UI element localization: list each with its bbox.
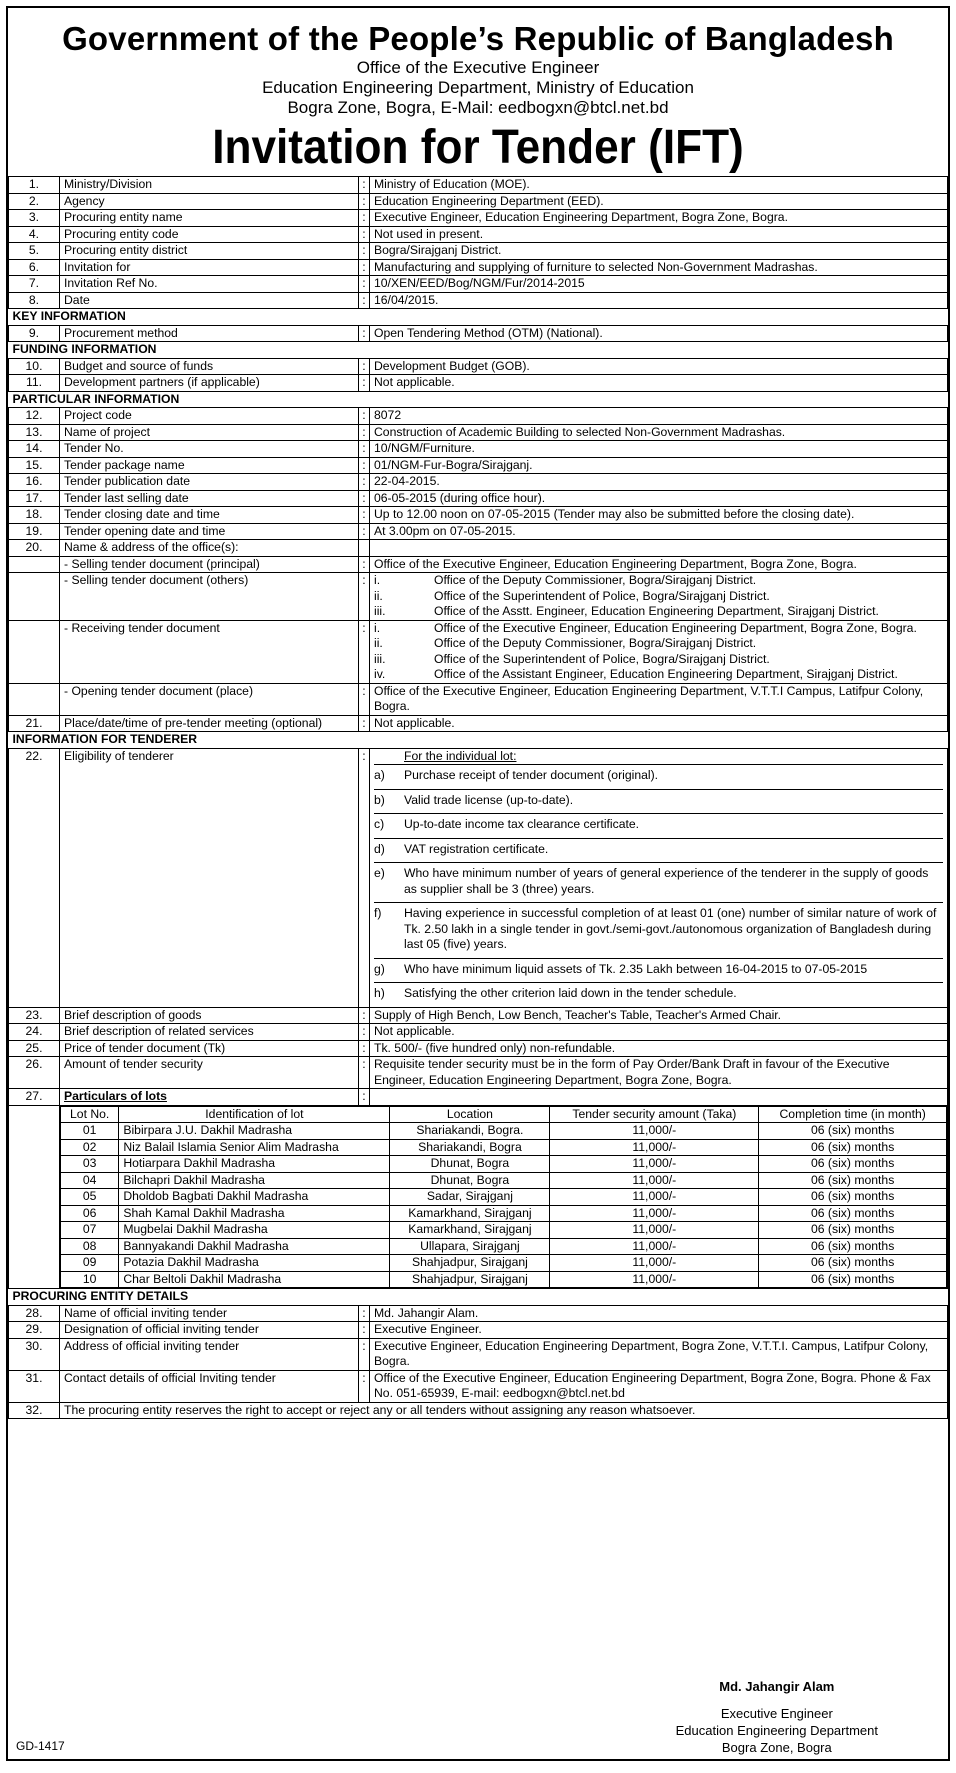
cell: Office of the Executive Engineer, Education Engineering Department, V.T.T.I Campus, Latifpur Colony, Bogra.	[370, 683, 948, 715]
colon: :	[359, 259, 370, 276]
cell: 7.	[9, 276, 60, 293]
colon: :	[359, 226, 370, 243]
lots-cell: 06 (six) months	[759, 1255, 947, 1272]
table-row	[9, 210, 948, 227]
lots-cell: 11,000/-	[550, 1189, 759, 1206]
table-row: 27. Particulars of lots :	[9, 1089, 948, 1106]
cell: Requisite tender security must be in the form of Pay Order/Bank Draft in favour of the Executive Engineer, Education Engineering Department, Bogra Zone, Bogra.	[370, 1057, 948, 1089]
list-key: e)	[374, 862, 404, 902]
cell: Not applicable.	[370, 715, 948, 732]
colon: :	[359, 1007, 370, 1024]
cell: Procuring entity code	[60, 226, 359, 243]
cell: 20.	[9, 540, 60, 557]
cell: 16.	[9, 474, 60, 491]
list-value: Office of the Superintendent of Police, Bogra/Sirajganj District.	[434, 588, 770, 603]
cell: Place/date/time of pre-tender meeting (optional)	[60, 715, 359, 732]
cell: Executive Engineer.	[370, 1322, 948, 1339]
table-row	[9, 177, 948, 194]
cell: 10/XEN/EED/Bog/NGM/Fur/2014-2015	[370, 276, 948, 293]
cell: 01/NGM-Fur-Bogra/Sirajganj.	[370, 457, 948, 474]
colon: :	[359, 193, 370, 210]
table-row: - Selling tender document (others) : i. Office of the Deputy Commissioner, Bogra/Sirajganj District. ii. Office of the Superintendent of Police, Bogra/Sirajganj District. iii. Office of the Asstt. Engineer, Education Engineering Department, Sirajganj District.	[9, 573, 948, 621]
lots-cell: 04	[61, 1172, 119, 1189]
section-heading: PROCURING ENTITY DETAILS	[9, 1289, 948, 1306]
section-heading-row	[9, 732, 948, 749]
signatory-name: Md. Jahangir Alam	[719, 1679, 835, 1694]
cell: Brief description of goods	[60, 1007, 359, 1024]
cell: Procurement method	[60, 325, 359, 342]
table-row	[9, 259, 948, 276]
lots-cell: 05	[61, 1189, 119, 1206]
sub-list-cell	[370, 620, 948, 683]
list-key: d)	[374, 838, 404, 863]
lots-header-row	[61, 1106, 947, 1123]
lots-row	[61, 1139, 947, 1156]
cell: 1.	[9, 177, 60, 194]
cell: Tender opening date and time	[60, 523, 359, 540]
colon: :	[359, 408, 370, 425]
cell: Not applicable.	[370, 1024, 948, 1041]
list-key: i.	[374, 620, 381, 635]
list-value: Office of the Deputy Commissioner, Bogra/Sirajganj District.	[434, 573, 757, 587]
list-value: Up-to-date income tax clearance certificate.	[404, 813, 943, 838]
cell: Eligibility of tenderer	[60, 748, 359, 1007]
signatory-title: Executive Engineer	[720, 1706, 833, 1721]
lots-cell: 06 (six) months	[759, 1139, 947, 1156]
list-value: Who have minimum liquid assets of Tk. 2.35 Lakh between 16-04-2015 to 07-05-2015	[404, 958, 943, 983]
lots-cell: 11,000/-	[550, 1271, 759, 1288]
colon: :	[359, 1024, 370, 1041]
cell: Brief description of related services	[60, 1024, 359, 1041]
list-key: iii.	[374, 604, 386, 618]
cell: Agency	[60, 193, 359, 210]
lots-cell: Shariakandi, Bogra	[390, 1139, 550, 1156]
table-row	[9, 490, 948, 507]
table-row	[9, 457, 948, 474]
cell: Development Budget (GOB).	[370, 358, 948, 375]
cell: Tender closing date and time	[60, 507, 359, 524]
page-title: Invitation for Tender (IFT)	[212, 121, 744, 174]
lots-cell: Bibirpara J.U. Dakhil Madrasha	[119, 1123, 390, 1140]
colon: :	[359, 523, 370, 540]
colon: :	[359, 1040, 370, 1057]
cell: Procuring entity district	[60, 243, 359, 260]
list-value: Satisfying the other criterion laid down in the tender schedule.	[404, 982, 943, 1007]
lots-cell: 11,000/-	[550, 1139, 759, 1156]
lots-cell: Sadar, Sirajganj	[390, 1189, 550, 1206]
cell: 24.	[9, 1024, 60, 1041]
lots-cell: 01	[61, 1123, 119, 1140]
table-row	[9, 715, 948, 732]
cell: - Receiving tender document	[60, 620, 359, 683]
lots-cell: 06 (six) months	[759, 1271, 947, 1288]
eligibility-cell	[370, 748, 948, 1007]
table-row: 22. Eligibility of tenderer : For the individual lot: a) Purchase receipt of tender document (original). b) Valid trade license (up-to-date). c) Up-to-date income tax clearance certificate. d) VAT registration certificate. e) Who have minimum number of years of general experience of the tenderer in the supply of goods as supplier shall be 3 (three) years. f) Having experience in successful completion of at least 01 (one) number of similar nature of work of Tk. 2.50 lakh in a single tender in govt./semi-govt./autonomous organization of Bangladesh during last 05 (five) years. g) Who have minimum liquid assets of Tk. 2.35 Lakh between 16-04-2015 to 07-05-2015 h) Satisfying the other criterion laid down in the tender schedule.	[9, 748, 948, 1007]
section-heading: INFORMATION FOR TENDERER	[9, 732, 948, 749]
cell: Address of official inviting tender	[60, 1338, 359, 1370]
lots-cell: Shahjadpur, Sirajganj	[390, 1271, 550, 1288]
colon: :	[359, 1057, 370, 1089]
colon: :	[359, 715, 370, 732]
cell: 12.	[9, 408, 60, 425]
cell: Construction of Academic Building to selected Non-Government Madrashas.	[370, 424, 948, 441]
cell: Name of official inviting tender	[60, 1305, 359, 1322]
colon: :	[359, 1305, 370, 1322]
cell: Office of the Executive Engineer, Education Engineering Department, Bogra Zone, Bogra. Phone & Fax No. 051-65939, E-mail: eedbogxn@btcl.net.bd	[370, 1370, 948, 1402]
lots-cell: Kamarkhand, Sirajganj	[390, 1205, 550, 1222]
list-key: ii.	[374, 636, 383, 650]
table-row	[9, 540, 948, 557]
table-row	[9, 1370, 948, 1402]
list-key: c)	[374, 813, 404, 838]
cell: 32.	[9, 1402, 60, 1419]
colon: :	[359, 375, 370, 392]
cell: 4.	[9, 226, 60, 243]
cell: Open Tendering Method (OTM) (National).	[370, 325, 948, 342]
tender-table	[8, 176, 948, 1419]
cell: The procuring entity reserves the right to accept or reject any or all tenders without assigning any reason whatsoever.	[60, 1402, 948, 1419]
cell: 3.	[9, 210, 60, 227]
lots-cell: Ullapara, Sirajganj	[390, 1238, 550, 1255]
lots-cell: Shah Kamal Dakhil Madrasha	[119, 1205, 390, 1222]
cell: 22-04-2015.	[370, 474, 948, 491]
lots-cell: 11,000/-	[550, 1255, 759, 1272]
department-line: Education Engineering Department, Ministry of Education	[262, 78, 694, 97]
cell: 06-05-2015 (during office hour).	[370, 490, 948, 507]
lots-header: Identification of lot	[119, 1106, 390, 1123]
cell: Invitation for	[60, 259, 359, 276]
lots-cell: 11,000/-	[550, 1156, 759, 1173]
signatory-zone: Bogra Zone, Bogra	[721, 1740, 832, 1755]
colon: :	[359, 441, 370, 458]
colon: :	[359, 1338, 370, 1370]
cell: 30.	[9, 1338, 60, 1370]
cell: Not applicable.	[370, 375, 948, 392]
cell: Invitation Ref No.	[60, 276, 359, 293]
table-row	[9, 1007, 948, 1024]
lots-cell: 02	[61, 1139, 119, 1156]
cell: Tk. 500/- (five hundred only) non-refundable.	[370, 1040, 948, 1057]
lots-cell: 06 (six) months	[759, 1172, 947, 1189]
list-key: ii.	[374, 588, 383, 603]
colon: :	[359, 276, 370, 293]
colon: :	[359, 243, 370, 260]
lots-cell: 06 (six) months	[759, 1156, 947, 1173]
cell: Amount of tender security	[60, 1057, 359, 1089]
table-row	[9, 474, 948, 491]
cell: 21.	[9, 715, 60, 732]
cell: Not used in present.	[370, 226, 948, 243]
list-key: h)	[374, 982, 404, 1007]
colon: :	[359, 210, 370, 227]
lots-cell: 06 (six) months	[759, 1189, 947, 1206]
lots-cell: 10	[61, 1271, 119, 1288]
table-row	[9, 292, 948, 309]
cell: 18.	[9, 507, 60, 524]
table-row: - Opening tender document (place) : Office of the Executive Engineer, Education Engineering Department, V.T.T.I Campus, Latifpur Colony, Bogra.	[9, 683, 948, 715]
lots-cell: Dhunat, Bogra	[390, 1156, 550, 1173]
cell: - Opening tender document (place)	[60, 683, 359, 715]
cell: Supply of High Bench, Low Bench, Teacher's Table, Teacher's Armed Chair.	[370, 1007, 948, 1024]
cell: Tender last selling date	[60, 490, 359, 507]
table-row	[9, 441, 948, 458]
table-row	[9, 325, 948, 342]
lots-row	[61, 1189, 947, 1206]
lots-cell: Mugbelai Dakhil Madrasha	[119, 1222, 390, 1239]
lots-cell: 06 (six) months	[759, 1222, 947, 1239]
cell: 2.	[9, 193, 60, 210]
cell: Ministry of Education (MOE).	[370, 177, 948, 194]
table-row	[9, 1322, 948, 1339]
list-value: Office of the Assistant Engineer, Education Engineering Department, Sirajganj District.	[434, 667, 898, 681]
cell: 27.	[9, 1089, 60, 1106]
lots-cell: 11,000/-	[550, 1222, 759, 1239]
lots-cell: Char Beltoli Dakhil Madrasha	[119, 1271, 390, 1288]
cell: Md. Jahangir Alam.	[370, 1305, 948, 1322]
table-row	[9, 523, 948, 540]
cell: Development partners (if applicable)	[60, 375, 359, 392]
table-row	[9, 375, 948, 392]
table-row	[9, 1024, 948, 1041]
cell: 6.	[9, 259, 60, 276]
lots-header: Location	[390, 1106, 550, 1123]
cell: Office of the Executive Engineer, Education Engineering Department, Bogra Zone, Bogra.	[370, 556, 948, 573]
cell: 9.	[9, 325, 60, 342]
table-row	[9, 1402, 948, 1419]
table-row	[9, 1040, 948, 1057]
table-row: - Receiving tender document : i. Office of the Executive Engineer, Education Engineering Department, Bogra Zone, Bogra. ii. Office of the Deputy Commissioner, Bogra/Sirajganj District. iii. Office of the Superintendent of Police, Bogra/Sirajganj District. iv. Office of the Assistant Engineer, Education Engineering Department, Sirajganj District.	[9, 620, 948, 683]
lots-row	[61, 1238, 947, 1255]
lots-row	[61, 1271, 947, 1288]
lots-row	[61, 1255, 947, 1272]
lots-cell: 07	[61, 1222, 119, 1239]
lots-cell: 03	[61, 1156, 119, 1173]
eligibility-heading: For the individual lot:	[404, 748, 517, 763]
cell: 8072	[370, 408, 948, 425]
list-key: i.	[374, 573, 381, 587]
lots-row	[61, 1205, 947, 1222]
cell: 11.	[9, 375, 60, 392]
section-heading-row	[9, 391, 948, 408]
cell: 23.	[9, 1007, 60, 1024]
cell: 13.	[9, 424, 60, 441]
lots-cell: 06 (six) months	[759, 1238, 947, 1255]
section-heading-row	[9, 342, 948, 359]
cell: Tender publication date	[60, 474, 359, 491]
table-row	[9, 408, 948, 425]
lots-header: Tender security amount (Taka)	[550, 1106, 759, 1123]
lots-cell: 11,000/-	[550, 1123, 759, 1140]
cell: Designation of official inviting tender	[60, 1322, 359, 1339]
lots-cell: 06	[61, 1205, 119, 1222]
list-value: Who have minimum number of years of general experience of the tenderer in the supply of goods as supplier shall be 3 (three) years.	[404, 862, 943, 902]
section-heading: KEY INFORMATION	[9, 309, 948, 326]
lots-cell: Bannyakandi Dakhil Madrasha	[119, 1238, 390, 1255]
lots-cell: Potazia Dakhil Madrasha	[119, 1255, 390, 1272]
cell: Ministry/Division	[60, 177, 359, 194]
cell: Tender No.	[60, 441, 359, 458]
colon: :	[359, 507, 370, 524]
lots-cell: Shahjadpur, Sirajganj	[390, 1255, 550, 1272]
lots-cell: Hotiarpara Dakhil Madrasha	[119, 1156, 390, 1173]
lots-title: Particulars of lots	[60, 1089, 359, 1106]
lots-cell: Niz Balail Islamia Senior Alim Madrasha	[119, 1139, 390, 1156]
lots-row	[61, 1156, 947, 1173]
table-row	[9, 226, 948, 243]
cell: Name & address of the office(s):	[60, 540, 359, 557]
list-value: Office of the Executive Engineer, Education Engineering Department, Bogra Zone, Bogra.	[434, 620, 917, 635]
lots-row	[61, 1222, 947, 1239]
cell: 25.	[9, 1040, 60, 1057]
cell: Bogra/Sirajganj District.	[370, 243, 948, 260]
lots-cell: 08	[61, 1238, 119, 1255]
table-row	[9, 193, 948, 210]
cell: 29.	[9, 1322, 60, 1339]
colon: :	[359, 292, 370, 309]
table-row	[9, 1305, 948, 1322]
cell: Date	[60, 292, 359, 309]
lots-row	[61, 1172, 947, 1189]
cell: Price of tender document (Tk)	[60, 1040, 359, 1057]
cell: Education Engineering Department (EED).	[370, 193, 948, 210]
section-heading: FUNDING INFORMATION	[9, 342, 948, 359]
section-heading: PARTICULAR INFORMATION	[9, 391, 948, 408]
cell: 22.	[9, 748, 60, 1007]
office-line: Office of the Executive Engineer	[356, 58, 600, 77]
colon: :	[359, 424, 370, 441]
signature-block	[676, 1678, 878, 1756]
cell: 5.	[9, 243, 60, 260]
lots-cell: 06 (six) months	[759, 1123, 947, 1140]
lots-cell: 11,000/-	[550, 1172, 759, 1189]
cell: - Selling tender document (others)	[60, 573, 359, 621]
cell: 28.	[9, 1305, 60, 1322]
table-row: - Selling tender document (principal) : Office of the Executive Engineer, Education Engineering Department, Bogra Zone, Bogra.	[9, 556, 948, 573]
list-value: Valid trade license (up-to-date).	[404, 789, 943, 814]
table-row	[9, 358, 948, 375]
cell: 26.	[9, 1057, 60, 1089]
list-value: VAT registration certificate.	[404, 838, 943, 863]
tender-notice	[6, 6, 950, 1761]
section-heading-row	[9, 309, 948, 326]
lots-header: Completion time (in month)	[759, 1106, 947, 1123]
cell: 8.	[9, 292, 60, 309]
address-line: Bogra Zone, Bogra, E-Mail: eedbogxn@btcl.net.bd	[287, 98, 669, 117]
table-row	[9, 1057, 948, 1089]
list-key: b)	[374, 789, 404, 814]
cell: Executive Engineer, Education Engineering Department, Bogra Zone, Bogra.	[370, 210, 948, 227]
list-key: iii.	[374, 651, 386, 666]
cell: 16/04/2015.	[370, 292, 948, 309]
table-row	[9, 424, 948, 441]
signatory-dept: Education Engineering Department	[675, 1723, 878, 1738]
colon: :	[359, 1322, 370, 1339]
cell: Project code	[60, 408, 359, 425]
cell: Procuring entity name	[60, 210, 359, 227]
lots-cell: 11,000/-	[550, 1238, 759, 1255]
list-key: f)	[374, 902, 404, 958]
colon: :	[359, 177, 370, 194]
list-key: iv.	[374, 667, 386, 681]
lots-row	[61, 1123, 947, 1140]
cell: At 3.00pm on 07-05-2015.	[370, 523, 948, 540]
lots-cell: Kamarkhand, Sirajganj	[390, 1222, 550, 1239]
cell: Contact details of official Inviting tender	[60, 1370, 359, 1402]
table-row	[9, 276, 948, 293]
header	[8, 20, 948, 176]
list-key: g)	[374, 958, 404, 983]
cell: 15.	[9, 457, 60, 474]
cell: Manufacturing and supplying of furniture to selected Non-Government Madrashas.	[370, 259, 948, 276]
colon: :	[359, 325, 370, 342]
lots-cell: 06 (six) months	[759, 1205, 947, 1222]
lots-cell: Shariakandi, Bogra.	[390, 1123, 550, 1140]
cell: 19.	[9, 523, 60, 540]
lots-cell: Dholdob Bagbati Dakhil Madrasha	[119, 1189, 390, 1206]
cell: 31.	[9, 1370, 60, 1402]
cell: Executive Engineer, Education Engineering Department, Bogra Zone, V.T.T.I. Campus, Latifpur Colony, Bogra.	[370, 1338, 948, 1370]
government-title: Government of the People’s Republic of Bangladesh	[62, 20, 894, 57]
cell: Name of project	[60, 424, 359, 441]
sub-list-cell	[370, 573, 948, 621]
cell: Up to 12.00 noon on 07-05-2015 (Tender may also be submitted before the closing date).	[370, 507, 948, 524]
list-value: Office of the Superintendent of Police, Bogra/Sirajganj District.	[434, 651, 770, 666]
table-row	[9, 507, 948, 524]
cell: 10/NGM/Furniture.	[370, 441, 948, 458]
lots-cell: 09	[61, 1255, 119, 1272]
list-value: Office of the Deputy Commissioner, Bogra/Sirajganj District.	[434, 636, 757, 650]
cell: Tender package name	[60, 457, 359, 474]
lots-cell: Bilchapri Dakhil Madrasha	[119, 1172, 390, 1189]
cell: Budget and source of funds	[60, 358, 359, 375]
cell: 10.	[9, 358, 60, 375]
list-value: Having experience in successful completion of at least 01 (one) number of similar nature of work of Tk. 2.50 lakh in a single tender in govt./semi-govt./autonomous organization of Bangladesh during last 05 (five) years.	[404, 902, 943, 958]
colon: :	[359, 1370, 370, 1402]
list-key: a)	[374, 764, 404, 789]
cell: 14.	[9, 441, 60, 458]
lots-row-container	[9, 1105, 948, 1289]
list-value: Office of the Asstt. Engineer, Education Engineering Department, Sirajganj District.	[434, 604, 879, 618]
table-row	[9, 243, 948, 260]
colon: :	[359, 358, 370, 375]
lots-cell: Dhunat, Bogra	[390, 1172, 550, 1189]
lots-table	[60, 1106, 947, 1289]
cell: - Selling tender document (principal)	[60, 556, 359, 573]
lots-header: Lot No.	[61, 1106, 119, 1123]
colon: :	[359, 457, 370, 474]
colon: :	[359, 474, 370, 491]
notice-code: GD-1417	[16, 1739, 65, 1753]
table-row	[9, 1338, 948, 1370]
section-heading-row	[9, 1289, 948, 1306]
lots-cell: 11,000/-	[550, 1205, 759, 1222]
colon: :	[359, 490, 370, 507]
list-value: Purchase receipt of tender document (original).	[404, 764, 943, 789]
cell: 17.	[9, 490, 60, 507]
